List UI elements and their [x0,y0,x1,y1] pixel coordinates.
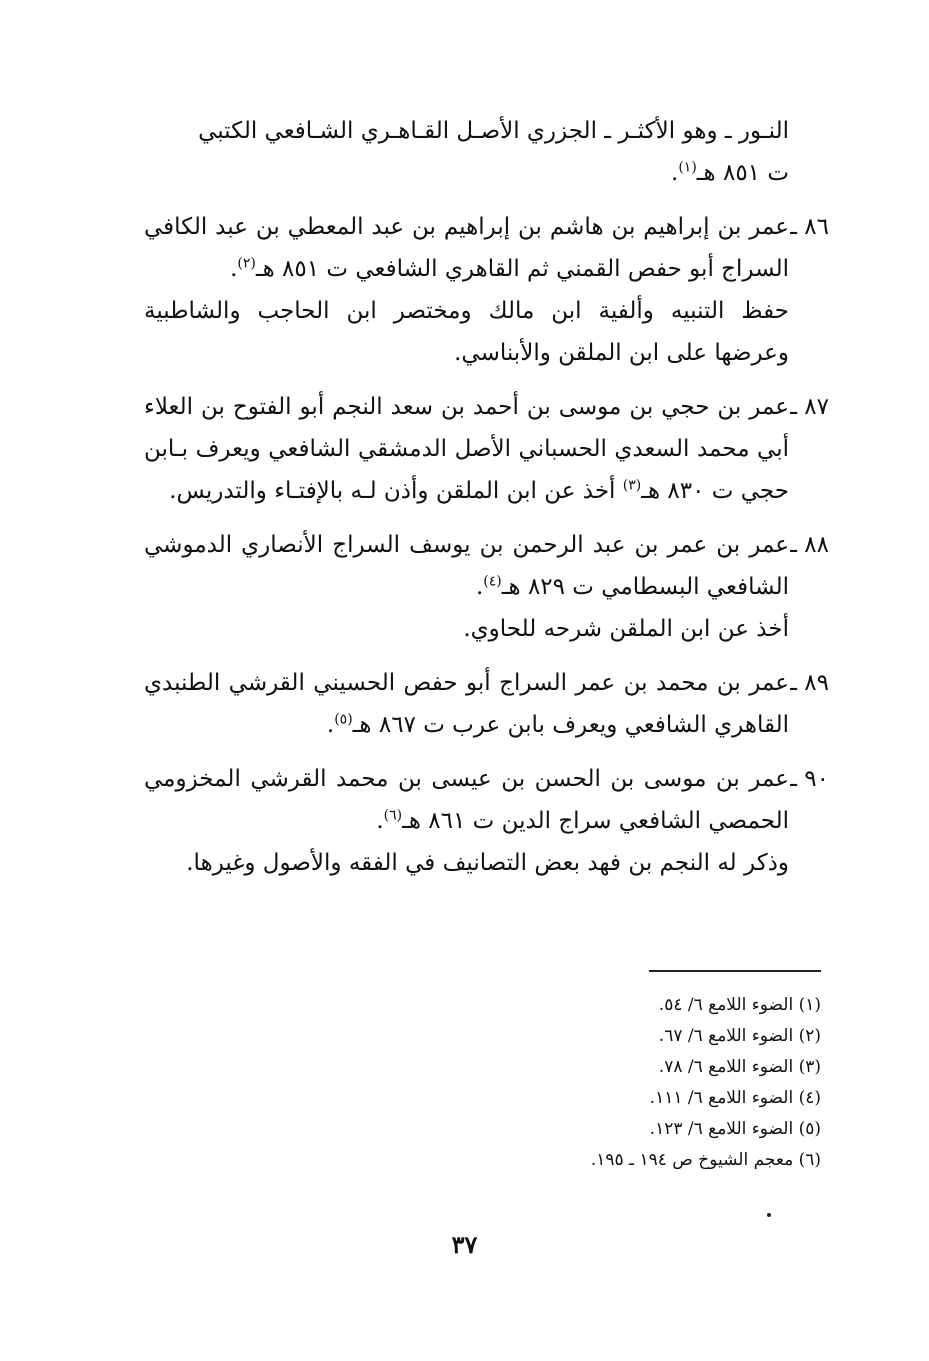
entry-text: عمر بن محمد بن عمر السراج أبو حفص الحسيني القرشي الطنبدي القاهري الشافعي ويعرف بابن عرب ت ٨٦٧ هـ [144,670,789,738]
entry-number: ٩٠ ـ [790,766,829,792]
biography-entry [144,386,829,512]
footnote-ref: (٥) [334,711,353,728]
entry-extra: حفظ التنبيه وألفية ابن مالك ومختصر ابن الحاجب والشاطبية وعرضها على ابن الملقن والأبناسي. [144,298,789,366]
entry-end: أخذ عن ابن الملقن وأذن لـه بالإفتـاء والتدريس. [169,478,623,504]
footnote-item: (٣) الضوء اللامع ٦/ ٧٨. [658,1057,821,1077]
footnote-item: (١) الضوء اللامع ٦/ ٥٤. [658,995,821,1015]
entry-text: عمر بن إبراهيم بن هاشم بن إبراهيم بن عبد المعطي بن عبد الكافي السراج أبو حفص القمني ثم القاهري الشافعي ت ٨٥١ هـ [144,214,789,282]
entry-end: . [475,574,484,600]
entry-text: عمر بن حجي بن موسى بن أحمد بن سعد النجم أبو الفتوح بن العلاء أبي محمد السعدي الحسباني الأصل الدمشقي الشافعي ويعرف بـابن حجي ت ٨٣٠ هـ [144,394,789,504]
entry-number: ٨٧ ـ [790,394,829,420]
footnote-item: (٢) الضوء اللامع ٦/ ٦٧. [658,1026,821,1046]
footnote-item: (٥) الضوء اللامع ٦/ ١٢٣. [649,1119,821,1139]
footnote-item: (٦) معجم الشيوخ ص ١٩٤ ـ ١٩٥. [590,1150,821,1170]
biography-entry [144,524,829,650]
entry-number: ٨٨ ـ [790,532,829,558]
scan-speck [767,1213,771,1217]
footnote-ref: (٦) [383,807,403,824]
entry-text: عمر بن موسى بن الحسن بن عيسى بن محمد القرشي المخزومي الحمصي الشافعي سراج الدين ت ٨٦١ هـ [144,766,789,834]
intro-line1: النـور ـ وهو الأكثـر ـ الجزري الأصـل القـاهـري الشـافعي الكتبي [198,118,789,144]
entry-end: . [230,256,238,282]
entry-number: ٨٩ ـ [790,670,829,696]
footnote-item: (٤) الضوء اللامع ٦/ ١١١. [649,1088,821,1108]
page-number: ٣٧ [451,1230,478,1259]
intro-line2-end: . [671,160,679,186]
footnote-ref: (٤) [483,573,502,590]
footnote-separator [649,970,821,972]
biography-entry [144,206,829,374]
biography-entry [144,758,829,884]
entry-extra: أخذ عن ابن الملقن شرحه للحاوي. [463,616,789,642]
intro-line2: ت ٨٥١ هـ [696,160,789,186]
intro-paragraph [144,110,829,194]
footnote-ref: (٢) [237,255,256,272]
entry-end: . [376,808,384,834]
entry-number: ٨٦ ـ [790,214,829,240]
entry-text: عمر بن عمر بن عبد الرحمن بن يوسف السراج الأنصاري الدموشي الشافعي البسطامي ت ٨٢٩ هـ [144,532,789,600]
biography-entry [144,662,829,746]
entry-extra: وذكر له النجم بن فهد بعض التصانيف في الفقه والأصول وغيرها. [186,850,789,876]
entry-end: . [326,712,335,738]
footnote-ref: (٣) [622,477,642,494]
footnotes-list [321,990,821,1176]
main-text [144,110,829,884]
footnote-ref: (١) [678,159,697,176]
